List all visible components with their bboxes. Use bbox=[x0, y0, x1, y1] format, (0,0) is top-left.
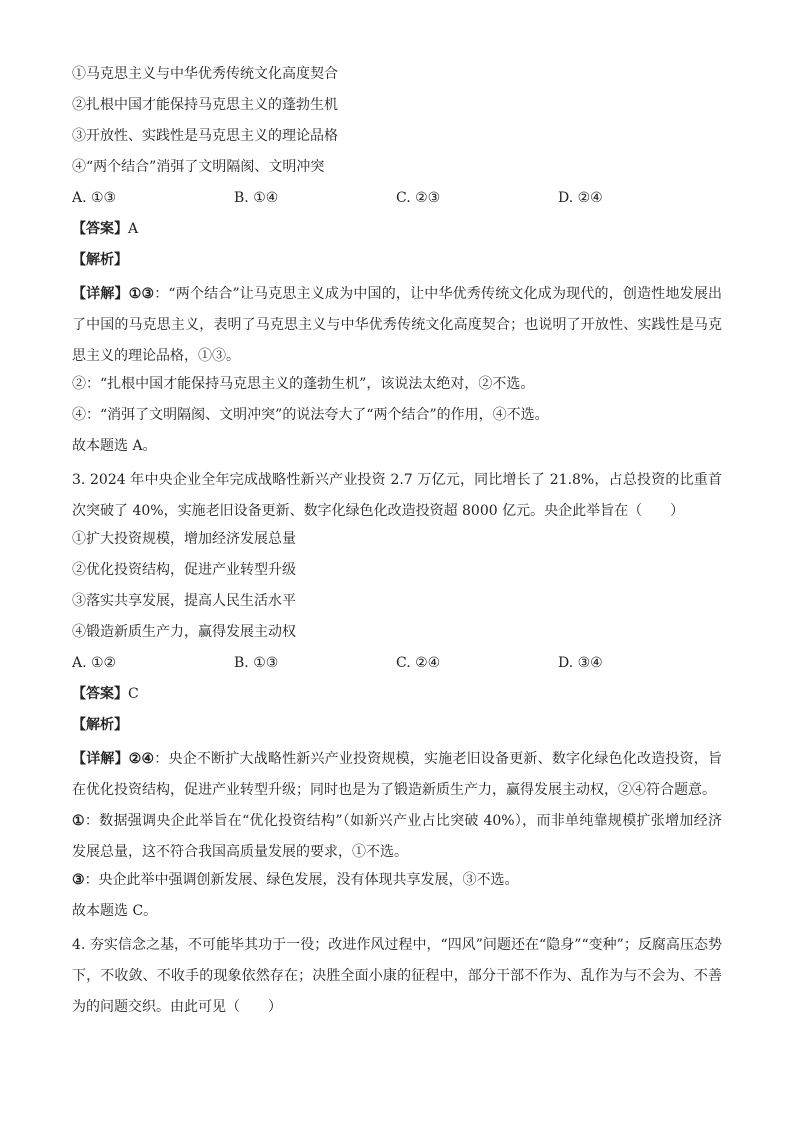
q2-item-2: ②扎根中国才能保持马克思主义的蓬勃生机 bbox=[72, 97, 338, 113]
q3-analysis bbox=[72, 713, 722, 744]
document-page bbox=[72, 62, 722, 1023]
q3-note-2 bbox=[72, 868, 722, 899]
q3-answer-label: 【答案】 bbox=[72, 686, 128, 702]
q3-options bbox=[72, 651, 722, 682]
q3-option-d: D. ③④ bbox=[558, 655, 603, 671]
q3-note-1 bbox=[72, 806, 722, 868]
q3-detail-text: ：央企不断扩大战略性新兴产业投资规模，实施老旧设备更新、数字化绿色化改造投资，旨在优化投资结构，促进产业转型升级；同时也是为了锻造新质生产力，赢得发展主动权，②④符合题意。 bbox=[72, 751, 722, 798]
q3-answer bbox=[72, 682, 722, 713]
q3-item-3: ③落实共享发展，提高人民生活水平 bbox=[72, 593, 296, 609]
q2-conclusion: 故本题选 A。 bbox=[72, 438, 157, 454]
q3-detail-key: ②④ bbox=[128, 751, 155, 767]
q3-analysis-label: 【解析】 bbox=[72, 717, 128, 733]
q2-item-4: ④“两个结合”消弭了文明隔阂、文明冲突 bbox=[72, 159, 325, 175]
q2-note-2: ④：“消弭了文明隔阂、文明冲突”的说法夸大了“两个结合”的作用，④不选。 bbox=[72, 407, 549, 423]
q2-answer bbox=[72, 217, 722, 248]
q2-item-3: ③开放性、实践性是马克思主义的理论品格 bbox=[72, 128, 338, 144]
q2-detail-key: ①③ bbox=[128, 286, 155, 302]
q2-option-a: A. ①③ bbox=[72, 190, 117, 206]
q3-item-4: ④锻造新质生产力，赢得发展主动权 bbox=[72, 624, 296, 640]
q2-detail-label: 【详解】 bbox=[72, 286, 129, 302]
q3-item-1: ①扩大投资规模，增加经济发展总量 bbox=[72, 531, 296, 547]
q2-answer-label: 【答案】 bbox=[72, 221, 128, 237]
q2-item-1: ①马克思主义与中华优秀传统文化高度契合 bbox=[72, 66, 338, 82]
q2-note-1: ②：“扎根中国才能保持马克思主义的蓬勃生机”，该说法太绝对，②不选。 bbox=[72, 376, 535, 392]
q3-detail bbox=[72, 744, 722, 806]
q2-answer-value: A bbox=[128, 221, 139, 237]
q2-detail bbox=[72, 279, 722, 372]
q2-option-c: C. ②③ bbox=[396, 190, 441, 206]
q2-option-b: B. ①④ bbox=[234, 190, 279, 206]
q3-note-2-text: ：央企此举中强调创新发展、绿色发展，没有体现共享发展，③不选。 bbox=[84, 872, 519, 888]
q2-options bbox=[72, 186, 722, 217]
q2-analysis bbox=[72, 248, 722, 279]
q3-option-c: C. ②④ bbox=[396, 655, 441, 671]
q3-conclusion: 故本题选 C。 bbox=[72, 903, 158, 919]
q3-option-a: A. ①② bbox=[72, 655, 117, 671]
q3-note-1-text: ：数据强调央企此举旨在“优化投资结构”（如新兴产业占比突破 40%），而非单纯靠规模扩张增加经济发展总量，这不符合我国高质量发展的要求，①不选。 bbox=[72, 813, 722, 860]
q3-note-1-key: ① bbox=[72, 813, 85, 829]
q3-stem: 3. 2024 年中央企业全年完成战略性新兴产业投资 2.7 万亿元，同比增长了 21.8%，占总投资的比重首次突破了 40%，实施老旧设备更新、数字化绿色化改造投资超 8000 亿元。央企此举旨在（ ） bbox=[72, 472, 722, 519]
q2-detail-text: ：“两个结合”让马克思主义成为中国的，让中华优秀传统文化成为现代的，创造性地发展出了中国的马克思主义，表明了马克思主义与中华优秀传统文化高度契合；也说明了开放性、实践性是马克思主义的理论品格，①③。 bbox=[72, 286, 723, 364]
q3-option-b: B. ①③ bbox=[234, 655, 279, 671]
q2-analysis-label: 【解析】 bbox=[72, 252, 128, 268]
q4-stem: 4. 夯实信念之基，不可能毕其功于一役；改进作风过程中，“四风”问题还在“隐身”“变种”；反腐高压态势下，不收敛、不收手的现象依然存在；决胜全面小康的征程中，部分干部不作为、乱作为与不会为、不善为的问题交织。由此可见（ ） bbox=[72, 937, 722, 1015]
q3-item-2: ②优化投资结构，促进产业转型升级 bbox=[72, 562, 296, 578]
q3-detail-label: 【详解】 bbox=[72, 751, 129, 767]
q3-note-2-key: ③ bbox=[72, 872, 85, 888]
q2-option-d: D. ②④ bbox=[558, 190, 603, 206]
q3-answer-value: C bbox=[128, 686, 139, 702]
